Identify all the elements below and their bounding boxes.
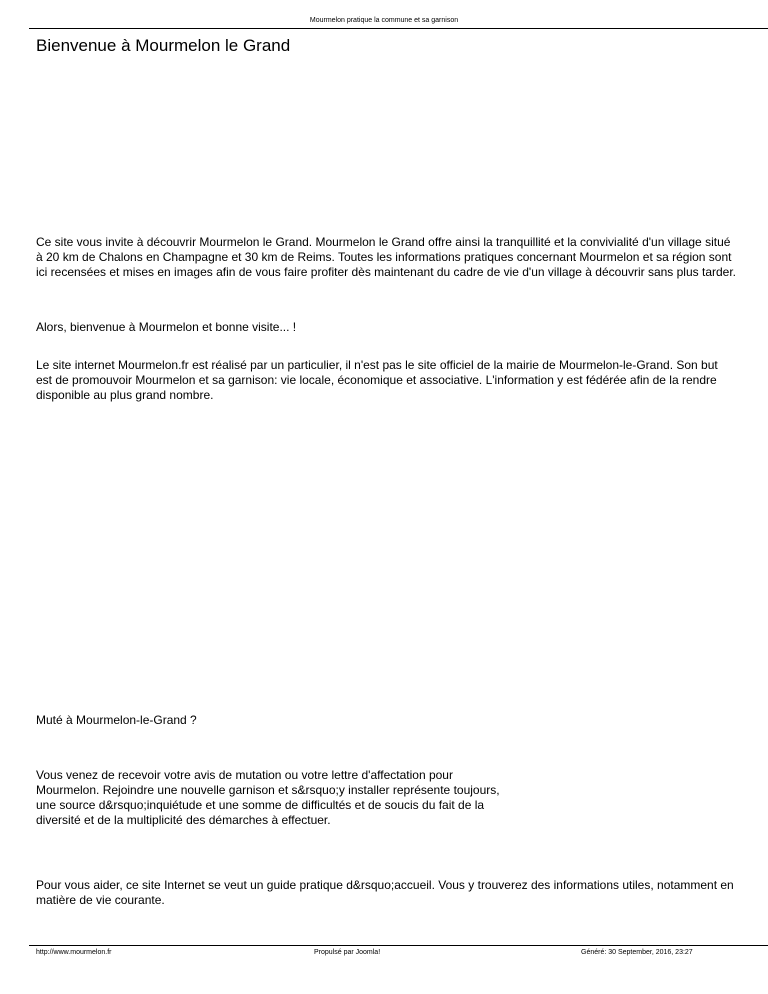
guide-paragraph: Pour vous aider, ce site Internet se veut un guide pratique d&rsquo;accueil. Vous y trouverez des informations utiles, notamment en matière de vie courante. (36, 878, 734, 907)
footer-generated-date: Généré: 30 September, 2016, 23:27 (581, 949, 693, 956)
page-title: Bienvenue à Mourmelon le Grand (36, 36, 291, 55)
intro-paragraph: Ce site vous invite à découvrir Mourmelon le Grand. Mourmelon le Grand offre ainsi la tranquillité et la convivialité d'un village situé à 20 km de Chalons en Champagne et 30 km de Reims. Toutes les informations pratiques concernant Mourmelon et sa région sont ici recensées et mises en images afin de vous faire profiter dès maintenant du cadre de vie d'un village à découvrir sans plus tarder. (36, 235, 737, 279)
running-header: Mourmelon pratique la commune et sa garnison (309, 17, 459, 24)
footer-divider (29, 945, 768, 946)
mutation-heading: Muté à Mourmelon-le-Grand ? (36, 713, 197, 727)
welcome-paragraph: Alors, bienvenue à Mourmelon et bonne visite... ! (36, 320, 297, 334)
header-divider (29, 28, 768, 29)
mutation-paragraph: Vous venez de recevoir votre avis de mutation ou votre lettre d'affectation pour Mourmelon. Rejoindre une nouvelle garnison et s&rsquo;y installer représente toujours, une source d&rsquo;inquiétude et une somme de difficultés et de soucis du fait de la diversité et de la multiplicité des démarches à effectuer. (36, 768, 500, 827)
about-paragraph: Le site internet Mourmelon.fr est réalisé par un particulier, il n'est pas le site officiel de la mairie de Mourmelon-le-Grand. Son but est de promouvoir Mourmelon et sa garnison: vie locale, économique et associative. L'information y est fédérée afin de la rendre disponible au plus grand nombre. (36, 358, 718, 402)
footer-url-link[interactable]: http://www.mourmelon.fr (36, 949, 112, 956)
footer-powered-by: Propulsé par Joomla! (314, 949, 381, 956)
